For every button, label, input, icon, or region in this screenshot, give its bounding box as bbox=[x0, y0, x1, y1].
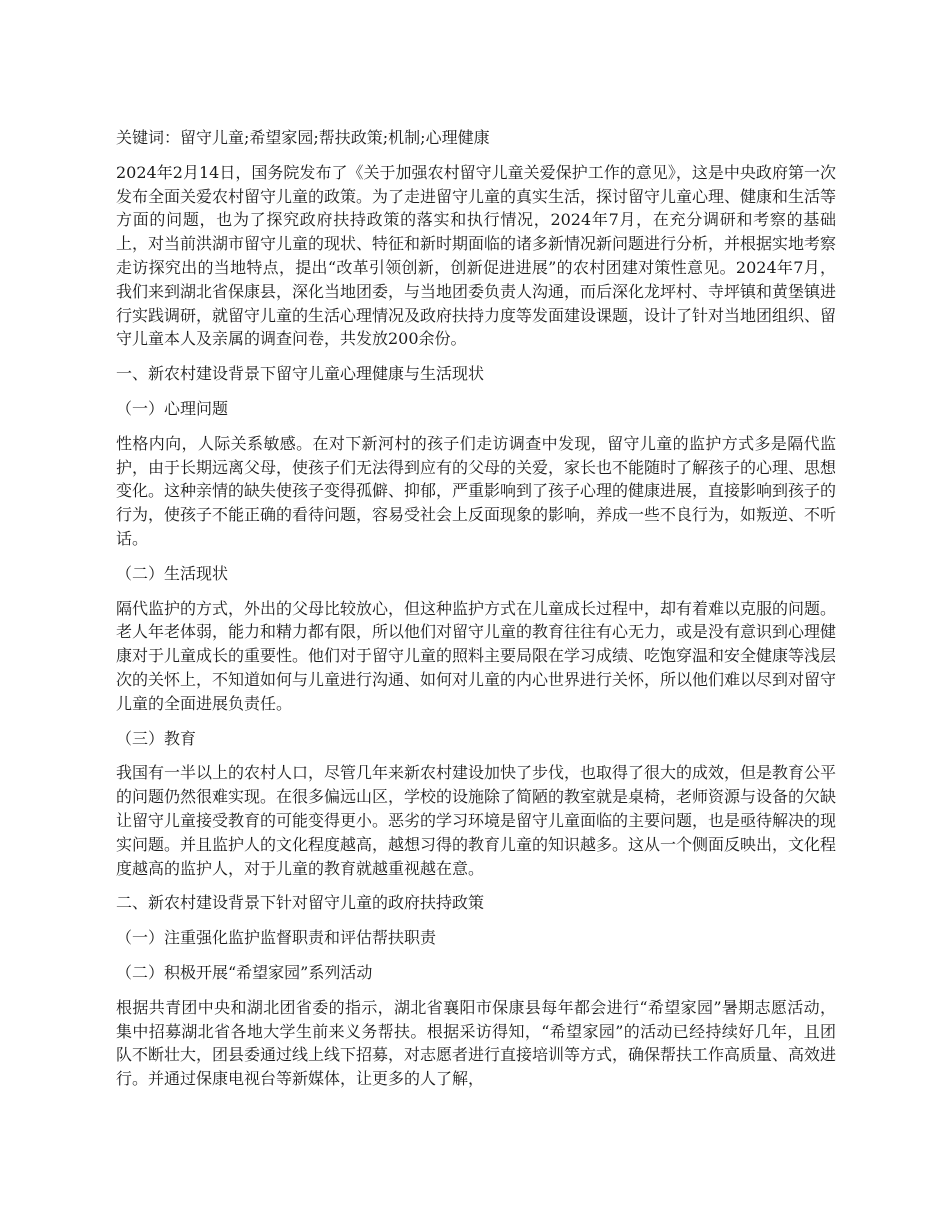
section-2-sub-1-title: （一）注重强化监护监督职责和评估帮扶职责 bbox=[116, 928, 437, 948]
keywords-line: 关键词：留守儿童;希望家园;帮扶政策;机制;心理健康 bbox=[116, 128, 490, 147]
section-1-sub-3-paragraph: 我国有一半以上的农村人口，尽管几年来新农村建设加快了步伐，也取得了很大的成效，但是教育公平的问题仍然很难实现。在很多偏远山区，学校的设施除了简陋的教室就是桌椅，老师资源与设备的欠缺让留守儿童接受教育的可能变得更小。恶劣的学习环境是留守儿童面临的主要问题，也是亟待解决的现实问题。并且监护人的文化程度越高，越想习得的教育儿童的知识越多。这从一个侧面反映出，文化程度越高的监护人，对于儿童的教育就越重视越在意。 bbox=[116, 763, 837, 878]
section-1-sub-1-paragraph: 性格内向，人际关系敏感。在对下新河村的孩子们走访调查中发现，留守儿童的监护方式多是隔代监护，由于长期远离父母，使孩子们无法得到应有的父母的关爱，家长也不能随时了解孩子的心理、思想变化。这种亲情的缺失使孩子变得孤僻、抑郁，严重影响到了孩子心理的健康进展，直接影响到孩子的行为，使孩子不能正确的看待问题，容易受社会上反面现象的影响，养成一些不良行为，如叛逆、不听话。 bbox=[116, 433, 837, 548]
section-2-sub-2-paragraph: 根据共青团中央和湖北团省委的指示，湖北省襄阳市保康县每年都会进行“希望家园”暑期志愿活动，集中招募湖北省各地大学生前来义务帮扶。根据采访得知，“希望家园”的活动已经持续好几年，且团队不断壮大，团县委通过线上线下招募，对志愿者进行直接培训等方式，确保帮扶工作高质量、高效进行。并通过保康电视台等新媒体，让更多的人了解， bbox=[116, 997, 837, 1089]
section-1-title: 一、新农村建设背景下留守儿童心理健康与生活现状 bbox=[116, 364, 485, 384]
section-1-sub-2-title: （二）生活现状 bbox=[116, 563, 229, 583]
section-2-sub-2-title: （二）积极开展“希望家园”系列活动 bbox=[116, 962, 373, 982]
document-body bbox=[116, 126, 836, 1102]
section-1-sub-1-title: （一）心理问题 bbox=[116, 398, 229, 418]
section-1-sub-2-paragraph: 隔代监护的方式，外出的父母比较放心，但这种监护方式在儿童成长过程中，却有着难以克服的问题。老人年老体弱，能力和精力都有限，所以他们对留守儿童的教育往往有心无力，或是没有意识到心理健康对于儿童成长的重要性。他们对于留守儿童的照料主要局限在学习成绩、吃饱穿温和安全健康等浅层次的关怀上，不知道如何与儿童进行沟通、如何对儿童的内心世界进行关怀，所以他们难以尽到对留守儿童的全面进展负责任。 bbox=[116, 598, 837, 713]
section-1-sub-3-title: （三）教育 bbox=[116, 728, 197, 748]
intro-paragraph: 2024年2月14日，国务院发布了《关于加强农村留守儿童关爱保护工作的意见》，这是中央政府第一次发布全面关爱农村留守儿童的政策。为了走进留守儿童的真实生活，探讨留守儿童心理、健康和生活等方面的问题，也为了探究政府扶持政策的落实和执行情况，2024年7月，在充分调研和考察的基础上，对当前洪湖市留守儿童的现状、特征和新时期面临的诸多新情况新问题进行分析，并根据实地考察走访探究出的当地特点，提出“改革引领创新，创新促进进展”的农村团建对策性意见。2024年7月，我们来到湖北省保康县，深化当地团委，与当地团委负责人沟通，而后深化龙坪村、寺坪镇和黄堡镇进行实践调研，就留守儿童的生活心理情况及政府扶持力度等发面建设课题，设计了针对当地团组织、留守儿童本人及亲属的调查问卷，共发放200余份。 bbox=[116, 162, 837, 349]
section-2-title: 二、新农村建设背景下针对留守儿童的政府扶持政策 bbox=[116, 893, 485, 913]
